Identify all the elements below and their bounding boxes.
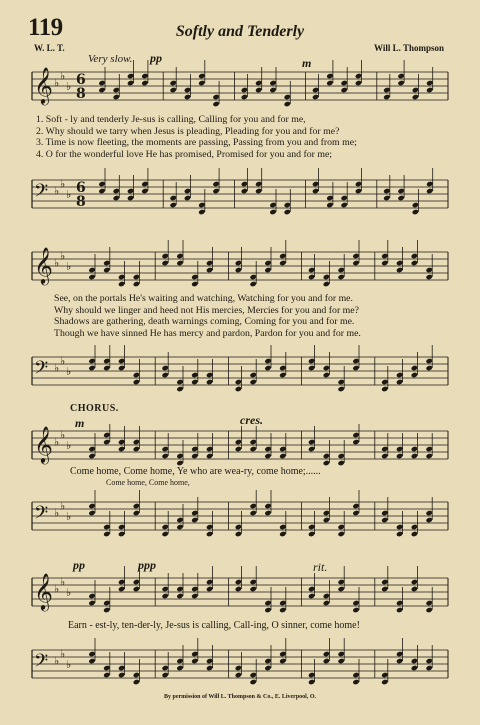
system-2-bass-staff	[0, 345, 480, 397]
svg-text:𝄞: 𝄞	[34, 572, 53, 610]
svg-text:♭: ♭	[54, 361, 60, 375]
svg-text:♭: ♭	[66, 586, 72, 599]
dynamic-pp: pp	[150, 51, 162, 65]
svg-text:♭: ♭	[54, 582, 60, 596]
system-3-treble-staff	[0, 424, 480, 466]
svg-text:𝄢: 𝄢	[34, 358, 49, 383]
svg-text:♭: ♭	[66, 439, 72, 452]
verse-line: Though we have sinned He has mercy and pardon, Pardon for you and for me.	[54, 327, 361, 339]
chorus-lyric-line2: Earn - est-ly, ten-der-ly, Je-sus is calling, Call-ing, O sinner, come home!	[68, 620, 360, 631]
dynamic-cres: cres.	[240, 413, 263, 427]
svg-text:♭: ♭	[54, 76, 60, 90]
svg-text:𝄢: 𝄢	[34, 651, 49, 676]
music-credit: Will L. Thompson	[374, 43, 444, 53]
system-4-bass-staff	[0, 635, 480, 693]
svg-text:♭: ♭	[66, 510, 72, 523]
verse-line: 4. O for the wonderful love He has promised, Promised for you and for me;	[36, 148, 333, 160]
svg-text:♭: ♭	[54, 506, 60, 520]
tempo-marking: Very slow.	[88, 53, 133, 65]
svg-text:♭: ♭	[54, 435, 60, 449]
svg-text:𝄢: 𝄢	[34, 503, 49, 528]
chorus-lyric-line1: Come home, Come home, Ye who are wea-ry, come home;......	[70, 466, 321, 477]
hymn-title: Softly and Tenderly	[175, 23, 305, 40]
svg-text:♭: ♭	[66, 365, 72, 378]
svg-text:♭: ♭	[66, 260, 72, 273]
dynamic-rit: rit.	[313, 560, 328, 574]
svg-text:♭: ♭	[54, 184, 60, 198]
svg-text:𝄞: 𝄞	[34, 66, 53, 104]
verse-line: 2. Why should we tarry when Jesus is pleading, Pleading for you and for me?	[36, 125, 340, 137]
chorus-bass-lyric: Come home, Come home,	[106, 478, 190, 487]
dynamic-m: m	[302, 56, 312, 70]
chorus-heading: CHORUS.	[70, 403, 119, 414]
dynamic-m-chorus: m	[75, 416, 85, 430]
svg-text:6: 6	[76, 180, 86, 196]
verse-line: Why should we linger and heed not His mercies, Mercies for you and for me?	[54, 304, 359, 316]
verse-line: See, on the portals He's waiting and watching, Watching for you and for me.	[54, 293, 353, 304]
svg-text:8: 8	[76, 86, 86, 102]
dynamic-ppp: ppp	[138, 558, 156, 572]
verse-line: Shadows are gathering, death warnings coming, Coming for you and for me.	[54, 316, 355, 327]
system-3-bass-staff	[0, 486, 480, 546]
svg-text:♭: ♭	[60, 69, 66, 83]
system-1-treble-staff	[0, 60, 480, 112]
verse-line: 3. Time is now fleeting, the moments are passing, Passing from you and from me;	[36, 137, 357, 148]
words-credit: W. L. T.	[34, 43, 65, 53]
svg-text:♭: ♭	[66, 80, 72, 93]
dynamic-pp-2: pp	[73, 558, 85, 572]
svg-text:♭: ♭	[60, 499, 66, 513]
svg-text:𝄞: 𝄞	[34, 246, 53, 284]
svg-text:𝄢: 𝄢	[34, 181, 49, 206]
svg-text:♭: ♭	[60, 354, 66, 368]
verses-part-a	[36, 114, 357, 160]
svg-text:♭: ♭	[66, 188, 72, 201]
svg-text:♭: ♭	[60, 647, 66, 661]
svg-text:♭: ♭	[60, 575, 66, 589]
system-2-treble-staff	[0, 240, 480, 292]
svg-text:♭: ♭	[66, 658, 72, 671]
verses-part-b	[54, 293, 361, 339]
system-4-treble-staff	[0, 566, 480, 618]
svg-text:♭: ♭	[54, 654, 60, 668]
verse-line: 1. Soft - ly and tenderly Je-sus is calling, Calling for you and for me,	[36, 114, 306, 125]
svg-text:♭: ♭	[60, 428, 66, 442]
svg-text:8: 8	[76, 194, 86, 210]
svg-text:♭: ♭	[60, 249, 66, 263]
permission-footer: By permission of Will L. Thompson & Co., E. Liverpool, O.	[163, 694, 317, 700]
hymn-number: 119	[28, 14, 63, 41]
svg-text:♭: ♭	[60, 177, 66, 191]
svg-text:6: 6	[76, 72, 86, 88]
system-1-bass-staff	[0, 165, 480, 223]
svg-text:♭: ♭	[54, 256, 60, 270]
svg-text:𝄞: 𝄞	[34, 425, 53, 463]
